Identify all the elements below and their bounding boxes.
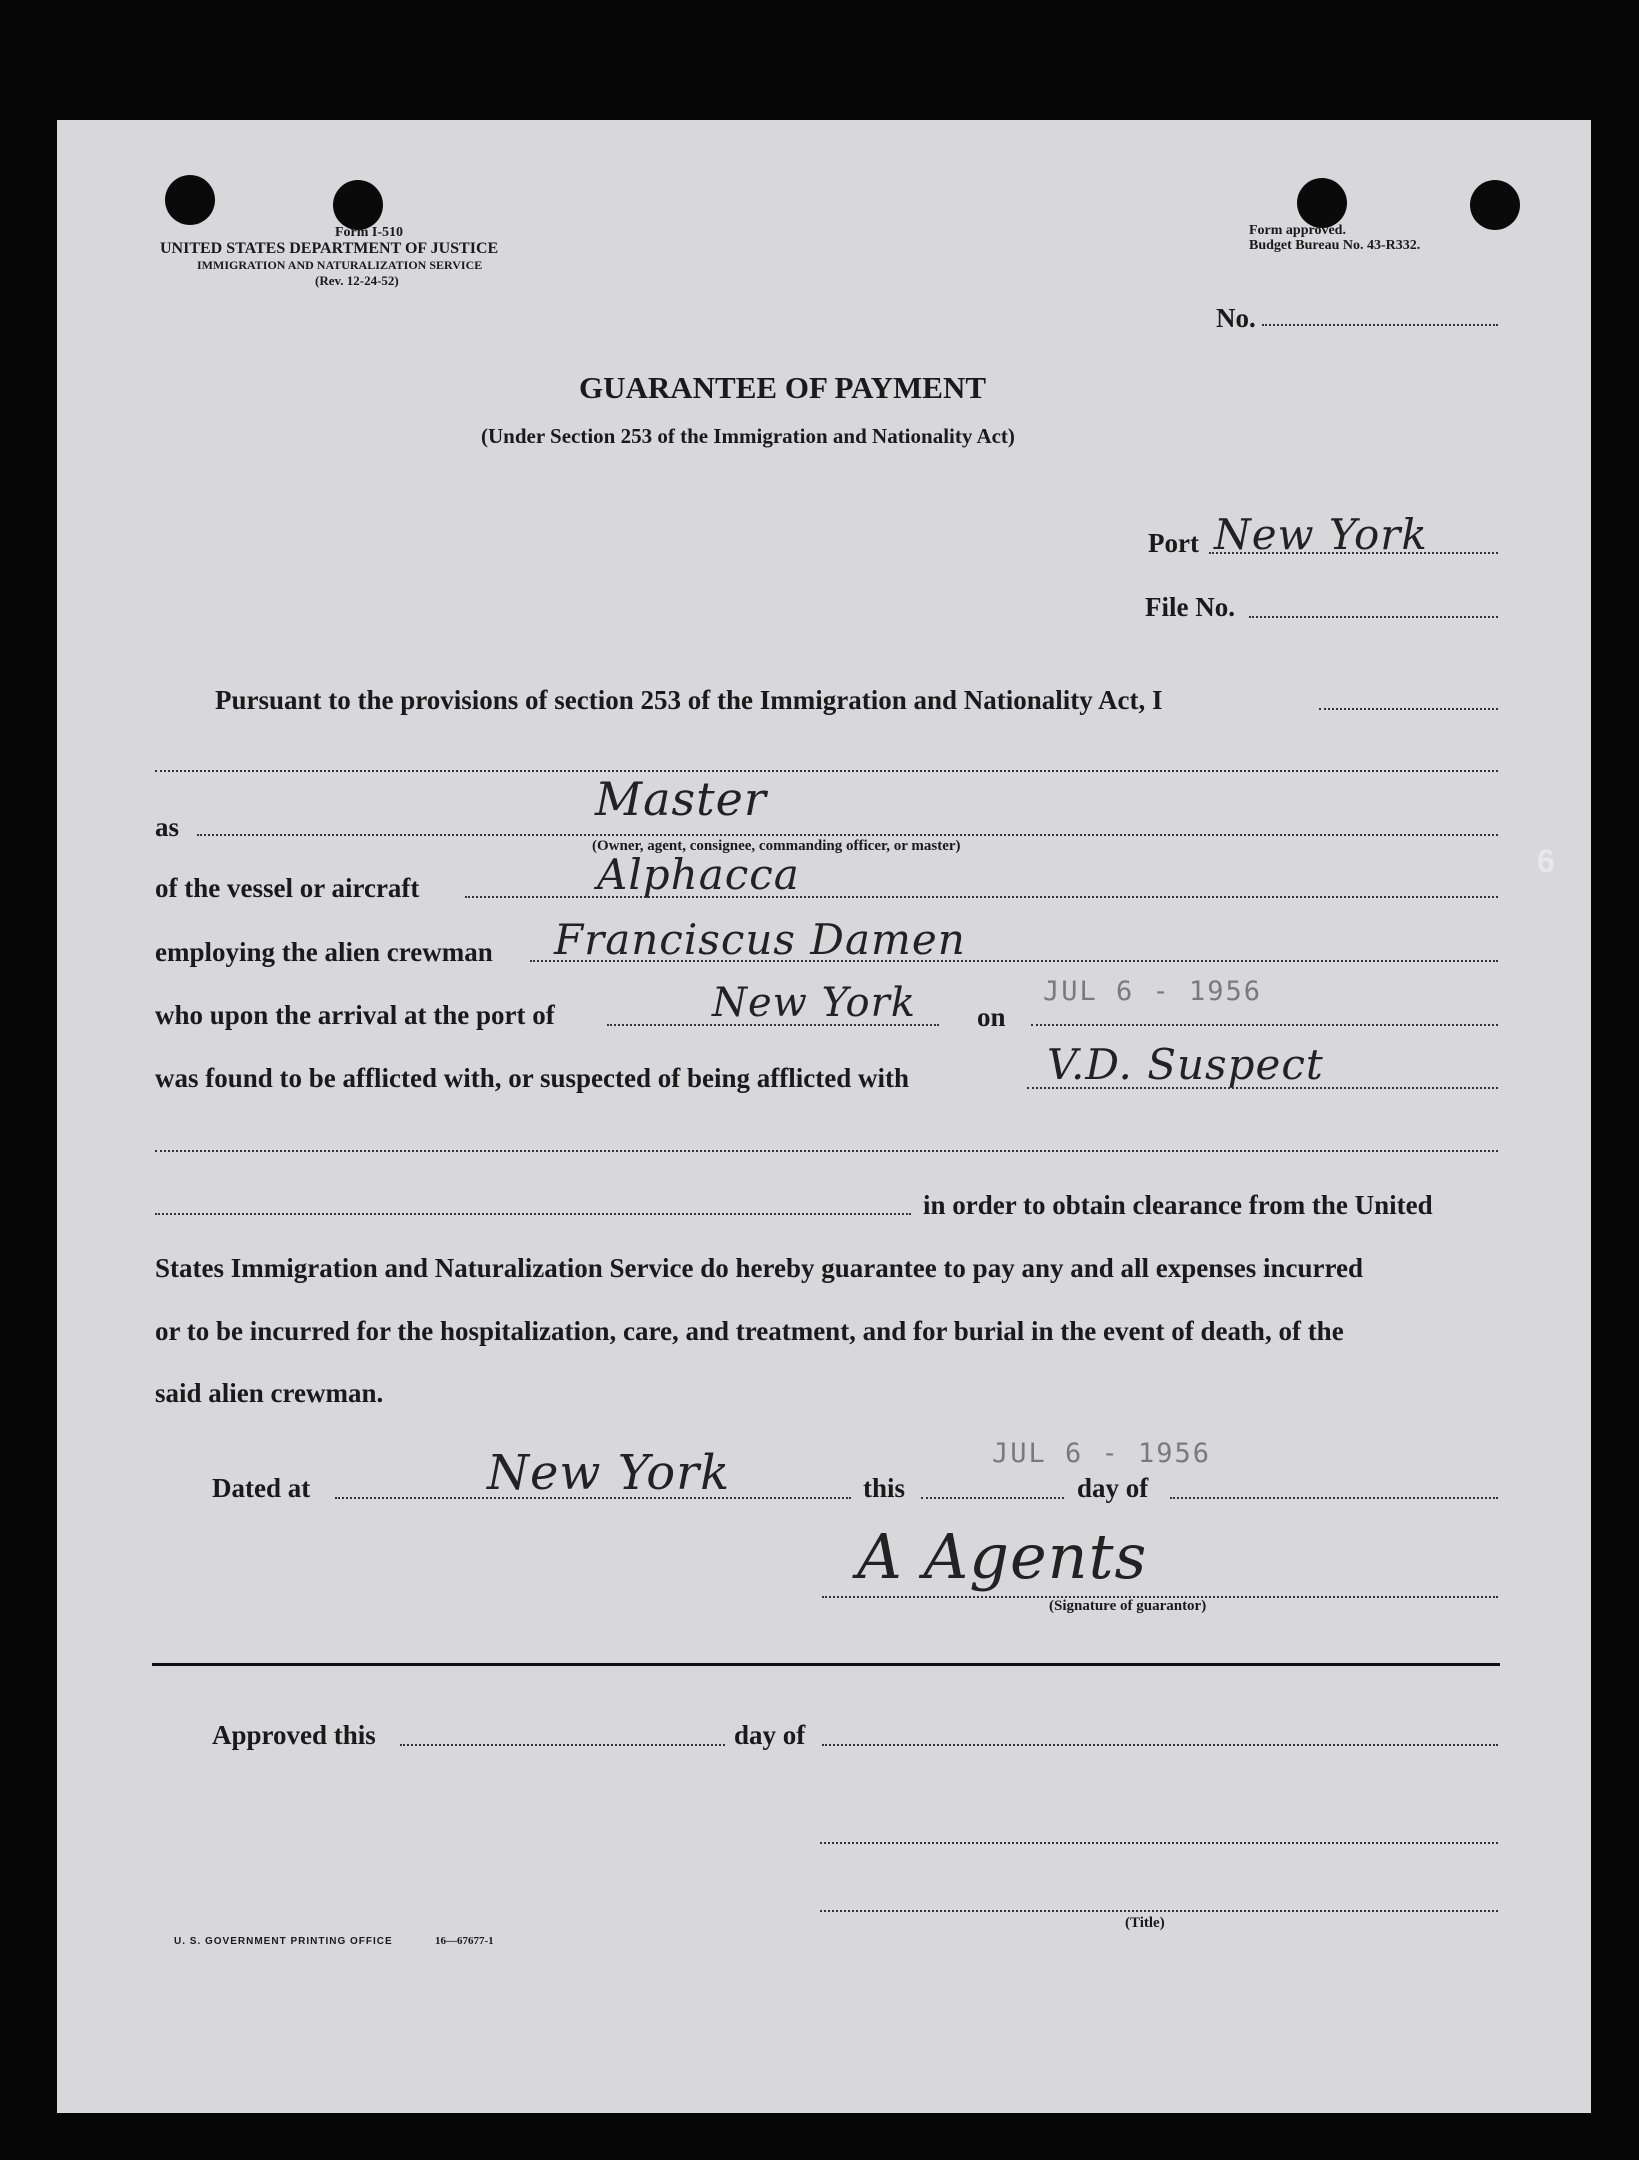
crewman-label: employing the alien crewman xyxy=(155,937,493,967)
arrival-date-stamp: JUL 6 - 1956 xyxy=(1043,976,1263,1007)
guarantee-text-line-3: or to be incurred for the hospitalization, care, and treatment, and for burial in the event of death, of the xyxy=(155,1316,1344,1346)
dated-stamp: JUL 6 - 1956 xyxy=(992,1438,1212,1469)
form-approved: Form approved. xyxy=(1249,223,1346,238)
printer-code: 16—67677-1 xyxy=(435,1935,494,1947)
arrival-port-value[interactable]: New York xyxy=(712,980,916,1026)
pursuant-text: Pursuant to the provisions of section 253 of the Immigration and Nationality Act, I xyxy=(215,685,1163,715)
number-label: No. xyxy=(1216,303,1256,333)
guarantee-text-line-4: said alien crewman. xyxy=(155,1378,384,1408)
on-label: on xyxy=(977,1002,1006,1032)
approver-signature-field[interactable] xyxy=(820,1842,1498,1844)
form-title: GUARANTEE OF PAYMENT xyxy=(579,370,987,405)
guarantee-text-line-2: States Immigration and Naturalization Service do hereby guarantee to pay any and all expenses incurred xyxy=(155,1253,1363,1283)
capacity-caption: (Owner, agent, consignee, commanding officer, or master) xyxy=(592,838,961,854)
arrival-label: who upon the arrival at the port of xyxy=(155,1000,555,1030)
file-number-field[interactable] xyxy=(1249,616,1498,618)
guarantor-signature[interactable]: A Agents xyxy=(857,1520,1148,1593)
approved-label: Approved this xyxy=(212,1720,376,1750)
port-label: Port xyxy=(1148,528,1199,558)
department-name: UNITED STATES DEPARTMENT OF JUSTICE xyxy=(160,240,499,257)
afflicted-label: was found to be afflicted with, or suspected of being afflicted with xyxy=(155,1063,909,1093)
affliction-value[interactable]: V.D. Suspect xyxy=(1047,1040,1324,1089)
printer-imprint: U. S. GOVERNMENT PRINTING OFFICE xyxy=(174,1936,393,1947)
capacity-value[interactable]: Master xyxy=(595,772,767,826)
dated-at-value[interactable]: New York xyxy=(487,1445,731,1501)
punch-hole-icon xyxy=(1297,178,1347,228)
port-value[interactable]: New York xyxy=(1214,510,1428,559)
file-number-label: File No. xyxy=(1145,592,1235,622)
approved-month-field[interactable] xyxy=(822,1744,1498,1746)
revision-date: (Rev. 12-24-52) xyxy=(315,273,399,288)
as-label: as xyxy=(155,812,180,842)
vessel-value[interactable]: Alphacca xyxy=(597,850,800,899)
dated-day-field[interactable] xyxy=(921,1497,1064,1499)
form-subtitle: (Under Section 253 of the Immigration and Nationality Act) xyxy=(481,424,1015,448)
dated-month-field[interactable] xyxy=(1170,1497,1498,1499)
budget-bureau-number: Budget Bureau No. 43-R332. xyxy=(1249,238,1421,253)
dated-at-label: Dated at xyxy=(212,1473,311,1503)
vessel-label: of the vessel or aircraft xyxy=(155,873,420,903)
service-name: IMMIGRATION AND NATURALIZATION SERVICE xyxy=(197,258,483,272)
approver-title-field[interactable] xyxy=(820,1910,1498,1912)
title-caption: (Title) xyxy=(1125,1915,1165,1931)
margin-number: 6 xyxy=(1537,843,1555,879)
number-field[interactable] xyxy=(1262,324,1498,326)
form-number: Form I-510 xyxy=(335,225,404,240)
this-label: this xyxy=(863,1473,906,1503)
crewman-value[interactable]: Franciscus Damen xyxy=(554,915,966,964)
punch-hole-icon xyxy=(165,175,215,225)
approved-day-of-label: day of xyxy=(734,1720,806,1750)
signature-caption: (Signature of guarantor) xyxy=(1049,1598,1207,1614)
approved-day-field[interactable] xyxy=(400,1744,725,1746)
punch-hole-icon xyxy=(1470,180,1520,230)
guarantor-name-field[interactable] xyxy=(155,770,1498,772)
form-sheet xyxy=(57,120,1591,2113)
section-divider xyxy=(152,1663,1500,1666)
day-of-label: day of xyxy=(1077,1473,1149,1503)
clearance-text: in order to obtain clearance from the United xyxy=(923,1190,1433,1220)
punch-hole-icon xyxy=(333,180,383,230)
